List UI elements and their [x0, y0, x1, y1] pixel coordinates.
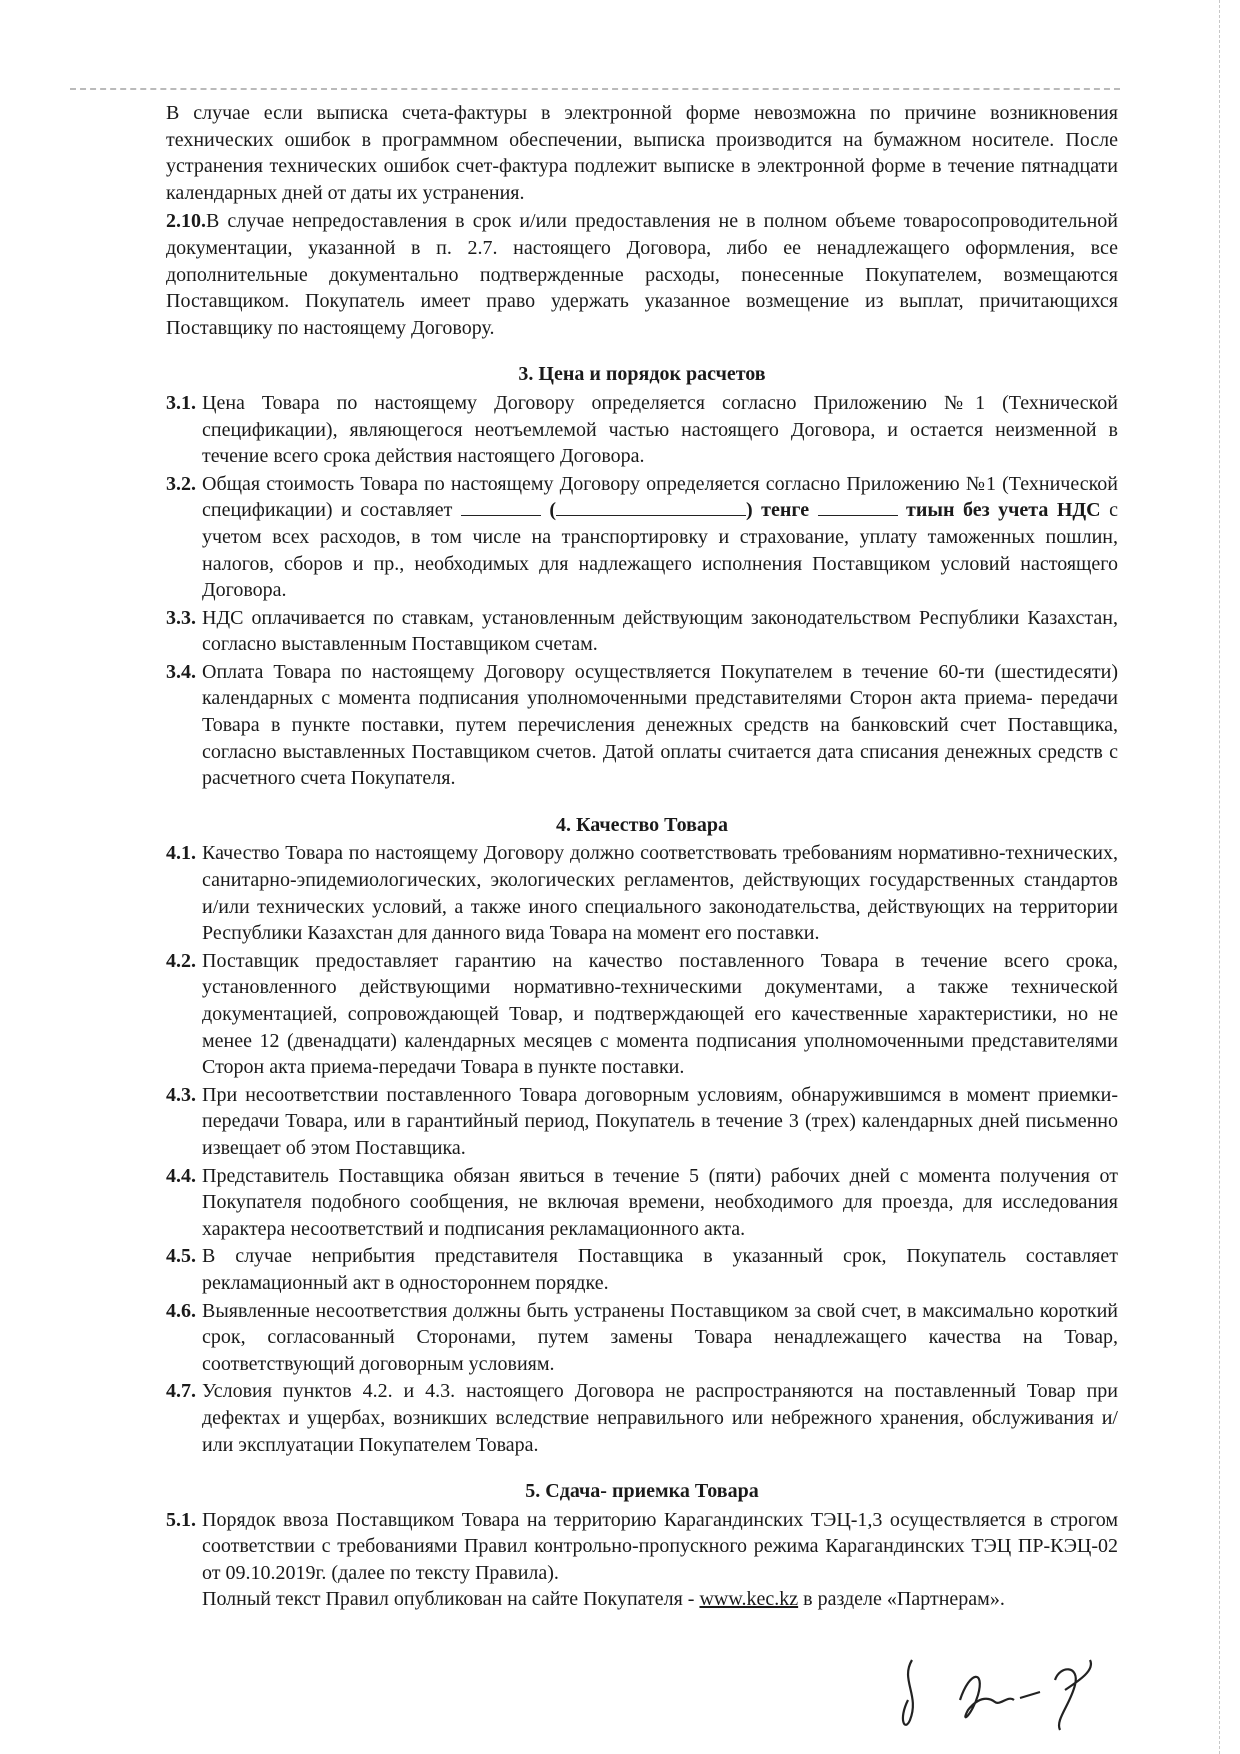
clause-text-part: Порядок ввоза Поставщиком Товара на территорию Карагандинских ТЭЦ-1,3 осуществляется в строгом соответствии с требованиями Правил контрольно-пропускного режима Карагандинских ТЭЦ ПР-КЭЦ-02 от 09.10.2019г. (далее по тексту Правила).	[202, 1508, 1118, 1584]
currency-tenge: ) тенге	[746, 499, 810, 522]
clause-4-3	[166, 1082, 1118, 1162]
clause-3-2	[166, 471, 1118, 604]
clause-number: 3.2.	[166, 472, 196, 495]
clause-number: 4.6.	[166, 1299, 196, 1322]
clause-5-1	[166, 1507, 1118, 1613]
section-5-heading: 5. Сдача- приемка Товара	[525, 1480, 759, 1503]
clause-text: Оплата Товара по настоящему Договору осуществляется Покупателем в течение 60-ти (шестидесяти) календарных с момента подписания уполномоченными представителями Сторон акта приема- передачи Товара в пункте поставки, путем перечисления денежных средств на банковский счет Поставщика, согласно выставленных Поставщиком счетов. Датой оплаты считается дата списания денежных средств с расчетного счета Покупателя.	[202, 660, 1118, 790]
paren-open: (	[549, 499, 556, 522]
clause-text: Качество Товара по настоящему Договору должно соответствовать требованиям нормативно-технических, санитарно-эпидемиологических, экологических регламентов, действующих государственных стандартов и/или технических условий, а также иного специального законодательства, действующих на территории Республики Казахстан для данного вида Товара на момент его поставки.	[202, 842, 1118, 945]
clause-text: Поставщик предоставляет гарантию на качество поставленного Товара в течение всего срока, установленного действующими нормативно-техническими документами, а также технической документацией, сопровождающей Товар, и подтверждающей его качественные характеристики, но не менее 12 (двенадцати) календарных месяцев с момента подписания уполномоченными представителями Сторон акта приема-передачи Товара в пункте поставки.	[202, 949, 1118, 1079]
handwritten-signature	[890, 1640, 1140, 1740]
clause-number: 4.5.	[166, 1245, 196, 1268]
clause-text	[202, 1507, 1118, 1613]
clause-4-5	[166, 1243, 1118, 1296]
website-link[interactable]: www.kec.kz	[699, 1588, 799, 1611]
clause-3-3	[166, 605, 1118, 658]
blank-amount-words-field	[556, 497, 746, 516]
clause-4-1	[166, 840, 1118, 946]
tiyn-no-vat: тиын без учета НДС	[906, 499, 1101, 522]
clause-number: 4.3.	[166, 1083, 196, 1106]
clause-text: НДС оплачивается по ставкам, установленным действующим законодательством Республики Казахстан, согласно выставленным Поставщиком счетам.	[202, 606, 1118, 656]
clause-text-part: Полный текст Правил опубликован на сайте Покупателя -	[202, 1588, 700, 1611]
clause-number: 4.7.	[166, 1380, 196, 1403]
clause-text: В случае непредоставления в срок и/или предоставления не в полном объеме товаросопроводительной документации, указанной в п. 2.7. настоящего Договора, либо ее ненадлежащего оформления, все дополнительные документально подтвержденные расходы, понесенные Покупателем, возмещаются Поставщиком. Покупатель имеет право удержать указанное возмещение из выплат, причитающихся Поставщику по настоящему Договору.	[166, 210, 1118, 339]
blank-amount-field	[461, 497, 541, 516]
section-3-heading: 3. Цена и порядок расчетов	[518, 363, 766, 386]
clause-number: 3.4.	[166, 660, 196, 683]
clause-4-6	[166, 1298, 1118, 1378]
clause-3-1	[166, 390, 1118, 470]
blank-tiyn-field	[818, 497, 898, 516]
clause-number: 4.4.	[166, 1164, 196, 1187]
scan-edge-artifact	[1219, 0, 1234, 1754]
clause-text: Условия пунктов 4.2. и 4.3. настоящего Договора не распространяются на поставленный Товар при дефектах и ущербах, возникших вследствие неправильного или небрежного хранения, обслуживания и/или эксплуатации Покупателем Товара.	[202, 1380, 1118, 1456]
clause-3-4	[166, 659, 1118, 792]
clause-number: 4.2.	[166, 949, 196, 972]
clause-text: Выявленные несоответствия должны быть устранены Поставщиком за свой счет, в максимально короткий срок, согласованный Сторонами, путем замены Товара ненадлежащего качества на Товар, соответствующий договорным условиям.	[202, 1299, 1118, 1375]
document-body	[166, 100, 1118, 1614]
clause-text: В случае неприбытия представителя Поставщика в указанный срок, Покупатель составляет рекламационный акт в одностороннем порядке.	[202, 1245, 1118, 1294]
clause-number: 4.1.	[166, 842, 196, 865]
clause-number: 3.3.	[166, 606, 196, 629]
clause-text: При несоответствии поставленного Товара договорным условиям, обнаружившимся в момент приемки-передачи Товара, или в гарантийный период, Покупатель в течение 3 (трех) календарных дней письменно извещает об этом Поставщика.	[202, 1083, 1118, 1159]
clause-text: Представитель Поставщика обязан явиться в течение 5 (пяти) рабочих дней с момента получения от Покупателя подобного сообщения, не включая времени, необходимого для проезда, для исследования характера несоответствий и подписания рекламационного акта.	[202, 1164, 1118, 1240]
section-4-heading: 4. Качество Товара	[555, 813, 729, 836]
clause-text-part: Общая стоимость Товара по настоящему Договору определяется согласно Приложению №1 (Технической спецификации) и составляет	[202, 472, 1118, 522]
clause-number: 5.1.	[166, 1508, 196, 1531]
clause-number: 3.1.	[166, 391, 196, 414]
clause-text	[202, 471, 1118, 604]
clause-text-part: с учетом всех расходов, в том числе на транспортировку и страхование, уплату таможенных пошлин, налогов, сборов и пр., необходимых для надлежащего исполнения Поставщиком условий настоящего Договора.	[202, 499, 1118, 602]
clause-text-part: в разделе «Партнерам».	[798, 1588, 1005, 1611]
scan-top-dash-artifact	[70, 88, 1120, 90]
clause-4-7	[166, 1378, 1118, 1458]
intro-paragraph: В случае если выписка счета-фактуры в электронной форме невозможна по причине возникновения технических ошибок в программном обеспечении, выписка производится на бумажном носителе. После устранения технических ошибок счет-фактура подлежит выписке в электронной форме в течение пятнадцати календарных дней от даты их устранения.	[166, 102, 1118, 204]
clause-4-4	[166, 1163, 1118, 1243]
clause-2-10	[166, 208, 1118, 341]
clause-4-2	[166, 948, 1118, 1081]
clause-number: 2.10.	[166, 210, 206, 233]
clause-text: Цена Товара по настоящему Договору определяется согласно Приложению №1 (Технической спецификации), являющегося неотъемлемой частью настоящего Договора, и остается неизменной в течение всего срока действия настоящего Договора.	[202, 391, 1118, 468]
